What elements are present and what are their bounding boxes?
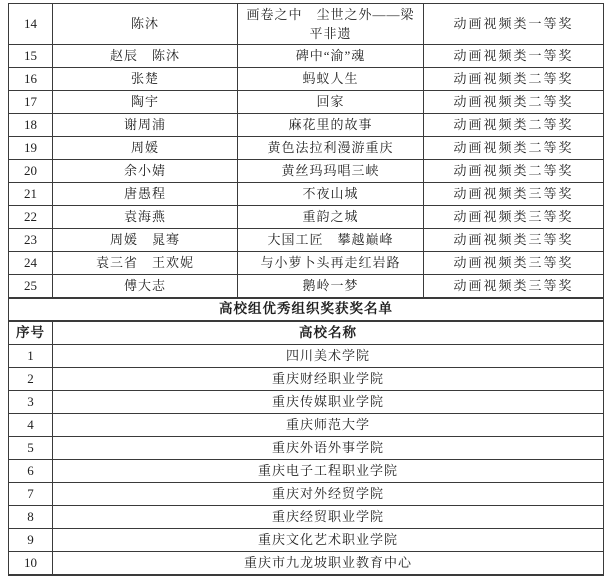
- serial-cell: 17: [9, 91, 53, 114]
- award-cell: 动画视频类一等奖: [424, 4, 604, 45]
- author-cell: 傅大志: [53, 275, 238, 298]
- school-row: [9, 368, 604, 391]
- serial-cell: 6: [9, 460, 53, 483]
- serial-cell: 10: [9, 552, 53, 575]
- school-row: [9, 483, 604, 506]
- serial-cell: 20: [9, 160, 53, 183]
- author-cell: 陈沐: [53, 4, 238, 45]
- school-row: [9, 529, 604, 552]
- serial-cell: 22: [9, 206, 53, 229]
- award-rows-section: [9, 4, 604, 575]
- school-cell: 重庆财经职业学院: [53, 368, 604, 391]
- serial-cell: 3: [9, 391, 53, 414]
- award-cell: 动画视频类三等奖: [424, 229, 604, 252]
- work-cell: 蚂蚁人生: [238, 68, 424, 91]
- award-row: [9, 275, 604, 298]
- school-row: [9, 506, 604, 529]
- school-row: [9, 460, 604, 483]
- author-cell: 谢周浦: [53, 114, 238, 137]
- author-cell: 赵辰 陈沐: [53, 45, 238, 68]
- work-cell: 黄色法拉利漫游重庆: [238, 137, 424, 160]
- work-cell: 不夜山城: [238, 183, 424, 206]
- award-row: [9, 4, 604, 45]
- school-cell: 重庆市九龙坡职业教育中心: [53, 552, 604, 575]
- award-cell: 动画视频类三等奖: [424, 252, 604, 275]
- school-cell: 重庆师范大学: [53, 414, 604, 437]
- school-row: [9, 552, 604, 575]
- author-cell: 张楚: [53, 68, 238, 91]
- award-cell: 动画视频类三等奖: [424, 206, 604, 229]
- serial-cell: 7: [9, 483, 53, 506]
- work-cell: 黄丝玛玛唱三峡: [238, 160, 424, 183]
- award-row: [9, 68, 604, 91]
- work-cell: 鹅岭一梦: [238, 275, 424, 298]
- work-cell: 重韵之城: [238, 206, 424, 229]
- award-cell: 动画视频类二等奖: [424, 68, 604, 91]
- serial-cell: 5: [9, 437, 53, 460]
- author-cell: 袁三省 王欢妮: [53, 252, 238, 275]
- work-cell: 碑中“渝”魂: [238, 45, 424, 68]
- serial-cell: 16: [9, 68, 53, 91]
- school-cell: 重庆文化艺术职业学院: [53, 529, 604, 552]
- award-row: [9, 229, 604, 252]
- serial-column-header: 序号: [9, 321, 53, 345]
- section-title: 高校组优秀组织奖获奖名单: [9, 298, 604, 321]
- award-row: [9, 252, 604, 275]
- section-title-row: [9, 298, 604, 321]
- serial-cell: 23: [9, 229, 53, 252]
- school-cell: 四川美术学院: [53, 345, 604, 368]
- school-cell: 重庆传媒职业学院: [53, 391, 604, 414]
- serial-cell: 15: [9, 45, 53, 68]
- award-cell: 动画视频类三等奖: [424, 275, 604, 298]
- award-row: [9, 91, 604, 114]
- school-cell: 重庆经贸职业学院: [53, 506, 604, 529]
- school-row: [9, 345, 604, 368]
- author-cell: 周媛: [53, 137, 238, 160]
- serial-cell: 25: [9, 275, 53, 298]
- school-row: [9, 391, 604, 414]
- school-cell: 重庆外语外事学院: [53, 437, 604, 460]
- award-cell: 动画视频类三等奖: [424, 183, 604, 206]
- author-cell: 余小婧: [53, 160, 238, 183]
- award-cell: 动画视频类二等奖: [424, 160, 604, 183]
- school-row: [9, 437, 604, 460]
- award-cell: 动画视频类二等奖: [424, 114, 604, 137]
- serial-cell: 14: [9, 4, 53, 45]
- work-cell: 画卷之中 尘世之外——梁平非遗: [238, 4, 424, 45]
- work-cell: 回家: [238, 91, 424, 114]
- award-cell: 动画视频类一等奖: [424, 45, 604, 68]
- serial-cell: 9: [9, 529, 53, 552]
- school-cell: 重庆电子工程职业学院: [53, 460, 604, 483]
- work-cell: 麻花里的故事: [238, 114, 424, 137]
- serial-cell: 4: [9, 414, 53, 437]
- award-row: [9, 45, 604, 68]
- awards-table: [8, 3, 604, 576]
- author-cell: 陶宇: [53, 91, 238, 114]
- author-cell: 唐愚程: [53, 183, 238, 206]
- award-row: [9, 114, 604, 137]
- serial-cell: 21: [9, 183, 53, 206]
- school-column-header: 高校名称: [53, 321, 604, 345]
- award-cell: 动画视频类二等奖: [424, 137, 604, 160]
- award-cell: 动画视频类二等奖: [424, 91, 604, 114]
- school-cell: 重庆对外经贸学院: [53, 483, 604, 506]
- work-cell: 大国工匠 攀越巅峰: [238, 229, 424, 252]
- author-cell: 周媛 晁骞: [53, 229, 238, 252]
- award-row: [9, 160, 604, 183]
- part2-header-row: [9, 321, 604, 345]
- serial-cell: 19: [9, 137, 53, 160]
- award-row: [9, 206, 604, 229]
- school-row: [9, 414, 604, 437]
- award-row: [9, 183, 604, 206]
- serial-cell: 18: [9, 114, 53, 137]
- award-row: [9, 137, 604, 160]
- work-cell: 与小萝卜头再走红岩路: [238, 252, 424, 275]
- serial-cell: 2: [9, 368, 53, 391]
- serial-cell: 24: [9, 252, 53, 275]
- author-cell: 袁海燕: [53, 206, 238, 229]
- serial-cell: 1: [9, 345, 53, 368]
- serial-cell: 8: [9, 506, 53, 529]
